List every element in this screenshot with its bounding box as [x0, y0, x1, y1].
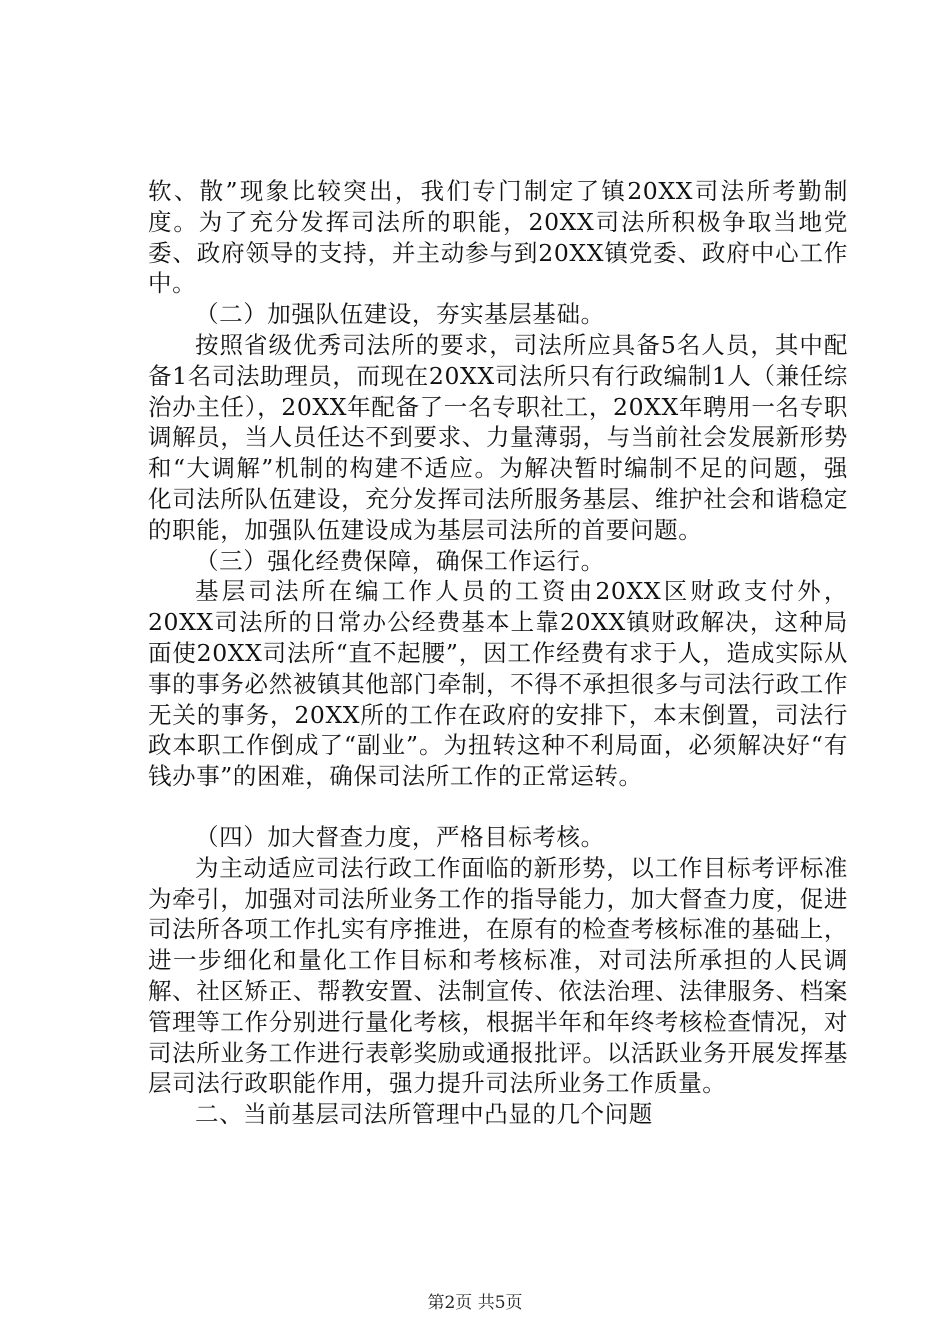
section-heading-part-2: 二、当前基层司法所管理中凸显的几个问题: [195, 1100, 653, 1129]
section-heading-4: （四）加大督查力度，严格目标考核。: [195, 822, 605, 851]
section-heading-2: （二）加强队伍建设，夯实基层基础。: [195, 300, 605, 329]
paragraph-gap: [148, 792, 848, 822]
paragraph-funding: 基层司法所在编工作人员的工资由20XX区财政支付外，20XX司法所的日常办公经费基本上靠20XX镇财政解决，这种局面使20XX司法所“直不起腰”，因工作经费有求于人，造成实际从事的事务必然被镇其他部门牵制，不得不承担很多与司法行政工作无关的事务，20XX所的工作在政府的安排下，本末倒置，司法行政本职工作倒成了“副业”。为扭转这种不利局面，必须解决好“有钱办事”的困难，确保司法所工作的正常运转。: [148, 577, 848, 791]
paragraph-continuation: 软、散”现象比较突出，我们专门制定了镇20XX司法所考勤制度。为了充分发挥司法所的职能，20XX司法所积极争取当地党委、政府领导的支持，并主动参与到20XX镇党委、政府中心工作中。: [148, 177, 848, 298]
section-heading-3: （三）强化经费保障，确保工作运行。: [195, 546, 605, 575]
paragraph-supervision: 为主动适应司法行政工作面临的新形势，以工作目标考评标准为牵引，加强对司法所业务工作的指导能力，加大督查力度，促进司法所各项工作扎实有序推进，在原有的检查考核标准的基础上，进一步细化和量化工作目标和考核标准，对司法所承担的人民调解、社区矫正、帮教安置、法制宣传、依法治理、法律服务、档案管理等工作分别进行量化考核，根据半年和年终考核检查情况，对司法所业务工作进行表彰奖励或通报批评。以活跃业务开展发挥基层司法行政职能作用，强力提升司法所业务工作质量。: [148, 853, 848, 1098]
document-body: [148, 176, 848, 1130]
page-number-footer: 第2页 共5页: [427, 1293, 523, 1313]
paragraph-team-building: 按照省级优秀司法所的要求，司法所应具备5名人员，其中配备1名司法助理员，而现在20XX司法所只有行政编制1人（兼任综治办主任），20XX年配备了一名专职社工，20XX年聘用一名专职调解员，当人员任达不到要求、力量薄弱，与当前社会发展新形势和“大调解”机制的构建不适应。为解决暂时编制不足的问题，强化司法所队伍建设，充分发挥司法所服务基层、维护社会和谐稳定的职能，加强队伍建设成为基层司法所的首要问题。: [148, 330, 848, 544]
